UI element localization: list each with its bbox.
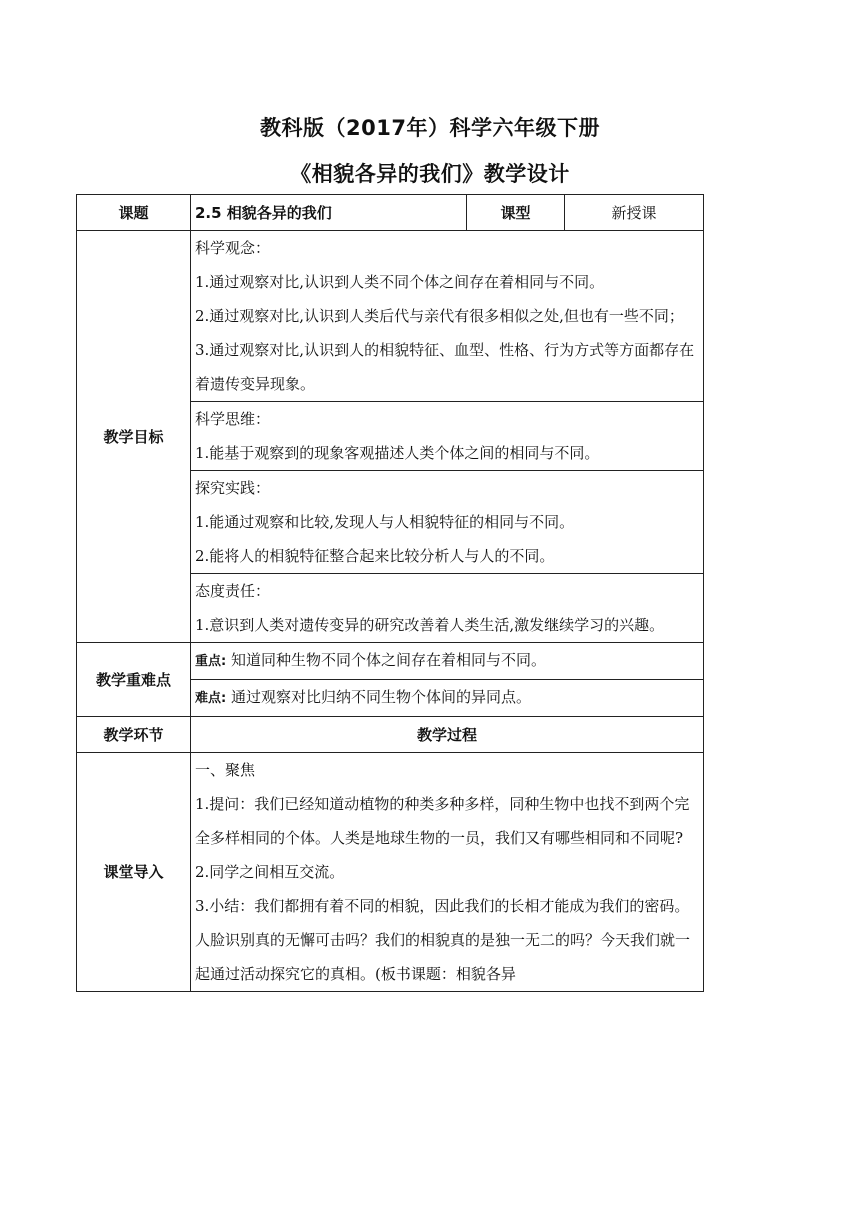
document-title: 教科版（2017年）科学六年级下册 xyxy=(260,116,600,140)
stage-header: 教学环节 xyxy=(77,717,191,753)
goals-label: 教学目标 xyxy=(77,231,191,643)
intro-line: 3.小结：我们都拥有着不同的相貌，因此我们的长相才能成为我们的密码。人脸识别真的无懈可击吗？我们的相貌真的是独一无二的吗？今天我们就一起通过活动探究它的真相。(板书课题：相貌各异 xyxy=(195,897,691,983)
keypoint-cell xyxy=(191,643,704,680)
difficulty-label: 难点: xyxy=(195,691,227,706)
goals-item: 1.能通过观察和比较,发现人与人相貌特征的相同与不同。 xyxy=(195,513,575,531)
course-type-label: 课型 xyxy=(467,195,565,231)
intro-label: 课堂导入 xyxy=(77,753,191,992)
goals-section-concept xyxy=(191,231,704,402)
goals-section-thinking xyxy=(191,402,704,471)
keypoint-text: 知道同种生物不同个体之间存在着相同与不同。 xyxy=(230,651,546,669)
goals-heading: 态度责任： xyxy=(195,582,271,600)
goals-heading: 科学思维： xyxy=(195,410,271,428)
course-row xyxy=(77,195,704,231)
document-subtitle: 《相貌各异的我们》教学设计 xyxy=(290,162,570,186)
course-value: 2.5 相貌各异的我们 xyxy=(191,195,467,231)
intro-content xyxy=(191,753,704,992)
goals-item: 1.通过观察对比,认识到人类不同个体之间存在着相同与不同。 xyxy=(195,273,605,291)
difficulty-text: 通过观察对比归纳不同生物个体间的异同点。 xyxy=(230,688,531,706)
intro-line: 一、聚焦 xyxy=(195,761,256,779)
intro-row xyxy=(77,753,704,992)
goals-row-concept xyxy=(77,231,704,402)
process-header: 教学过程 xyxy=(191,717,704,753)
goals-item: 1.能基于观察到的现象客观描述人类个体之间的相同与不同。 xyxy=(195,444,600,462)
goals-heading: 探究实践： xyxy=(195,479,271,497)
keypoints-label: 教学重难点 xyxy=(77,643,191,717)
keypoint-row xyxy=(77,643,704,680)
goals-item: 1.意识到人类对遗传变异的研究改善着人类生活,激发继续学习的兴趣。 xyxy=(195,616,665,634)
goals-item: 2.能将人的相貌特征整合起来比较分析人与人的不同。 xyxy=(195,547,555,565)
goals-section-attitude xyxy=(191,574,704,643)
goals-section-practice xyxy=(191,471,704,574)
process-header-row xyxy=(77,717,704,753)
goals-heading: 科学观念： xyxy=(195,239,271,257)
intro-line: 1.提问：我们已经知道动植物的种类多种多样，同种生物中也找不到两个完全多样相同的个体。人类是地球生物的一员，我们又有哪些相同和不同呢? xyxy=(195,795,690,847)
difficulty-cell xyxy=(191,680,704,717)
course-type-value: 新授课 xyxy=(565,195,704,231)
keypoint-label: 重点: xyxy=(195,654,227,669)
course-label: 课题 xyxy=(77,195,191,231)
intro-line: 2.同学之间相互交流。 xyxy=(195,863,345,881)
goals-item: 3.通过观察对比,认识到人的相貌特征、血型、性格、行为方式等方面都存在着遗传变异现象。 xyxy=(195,341,695,393)
lesson-plan-table xyxy=(76,194,704,992)
goals-item: 2.通过观察对比,认识到人类后代与亲代有很多相似之处,但也有一些不同； xyxy=(195,307,684,325)
